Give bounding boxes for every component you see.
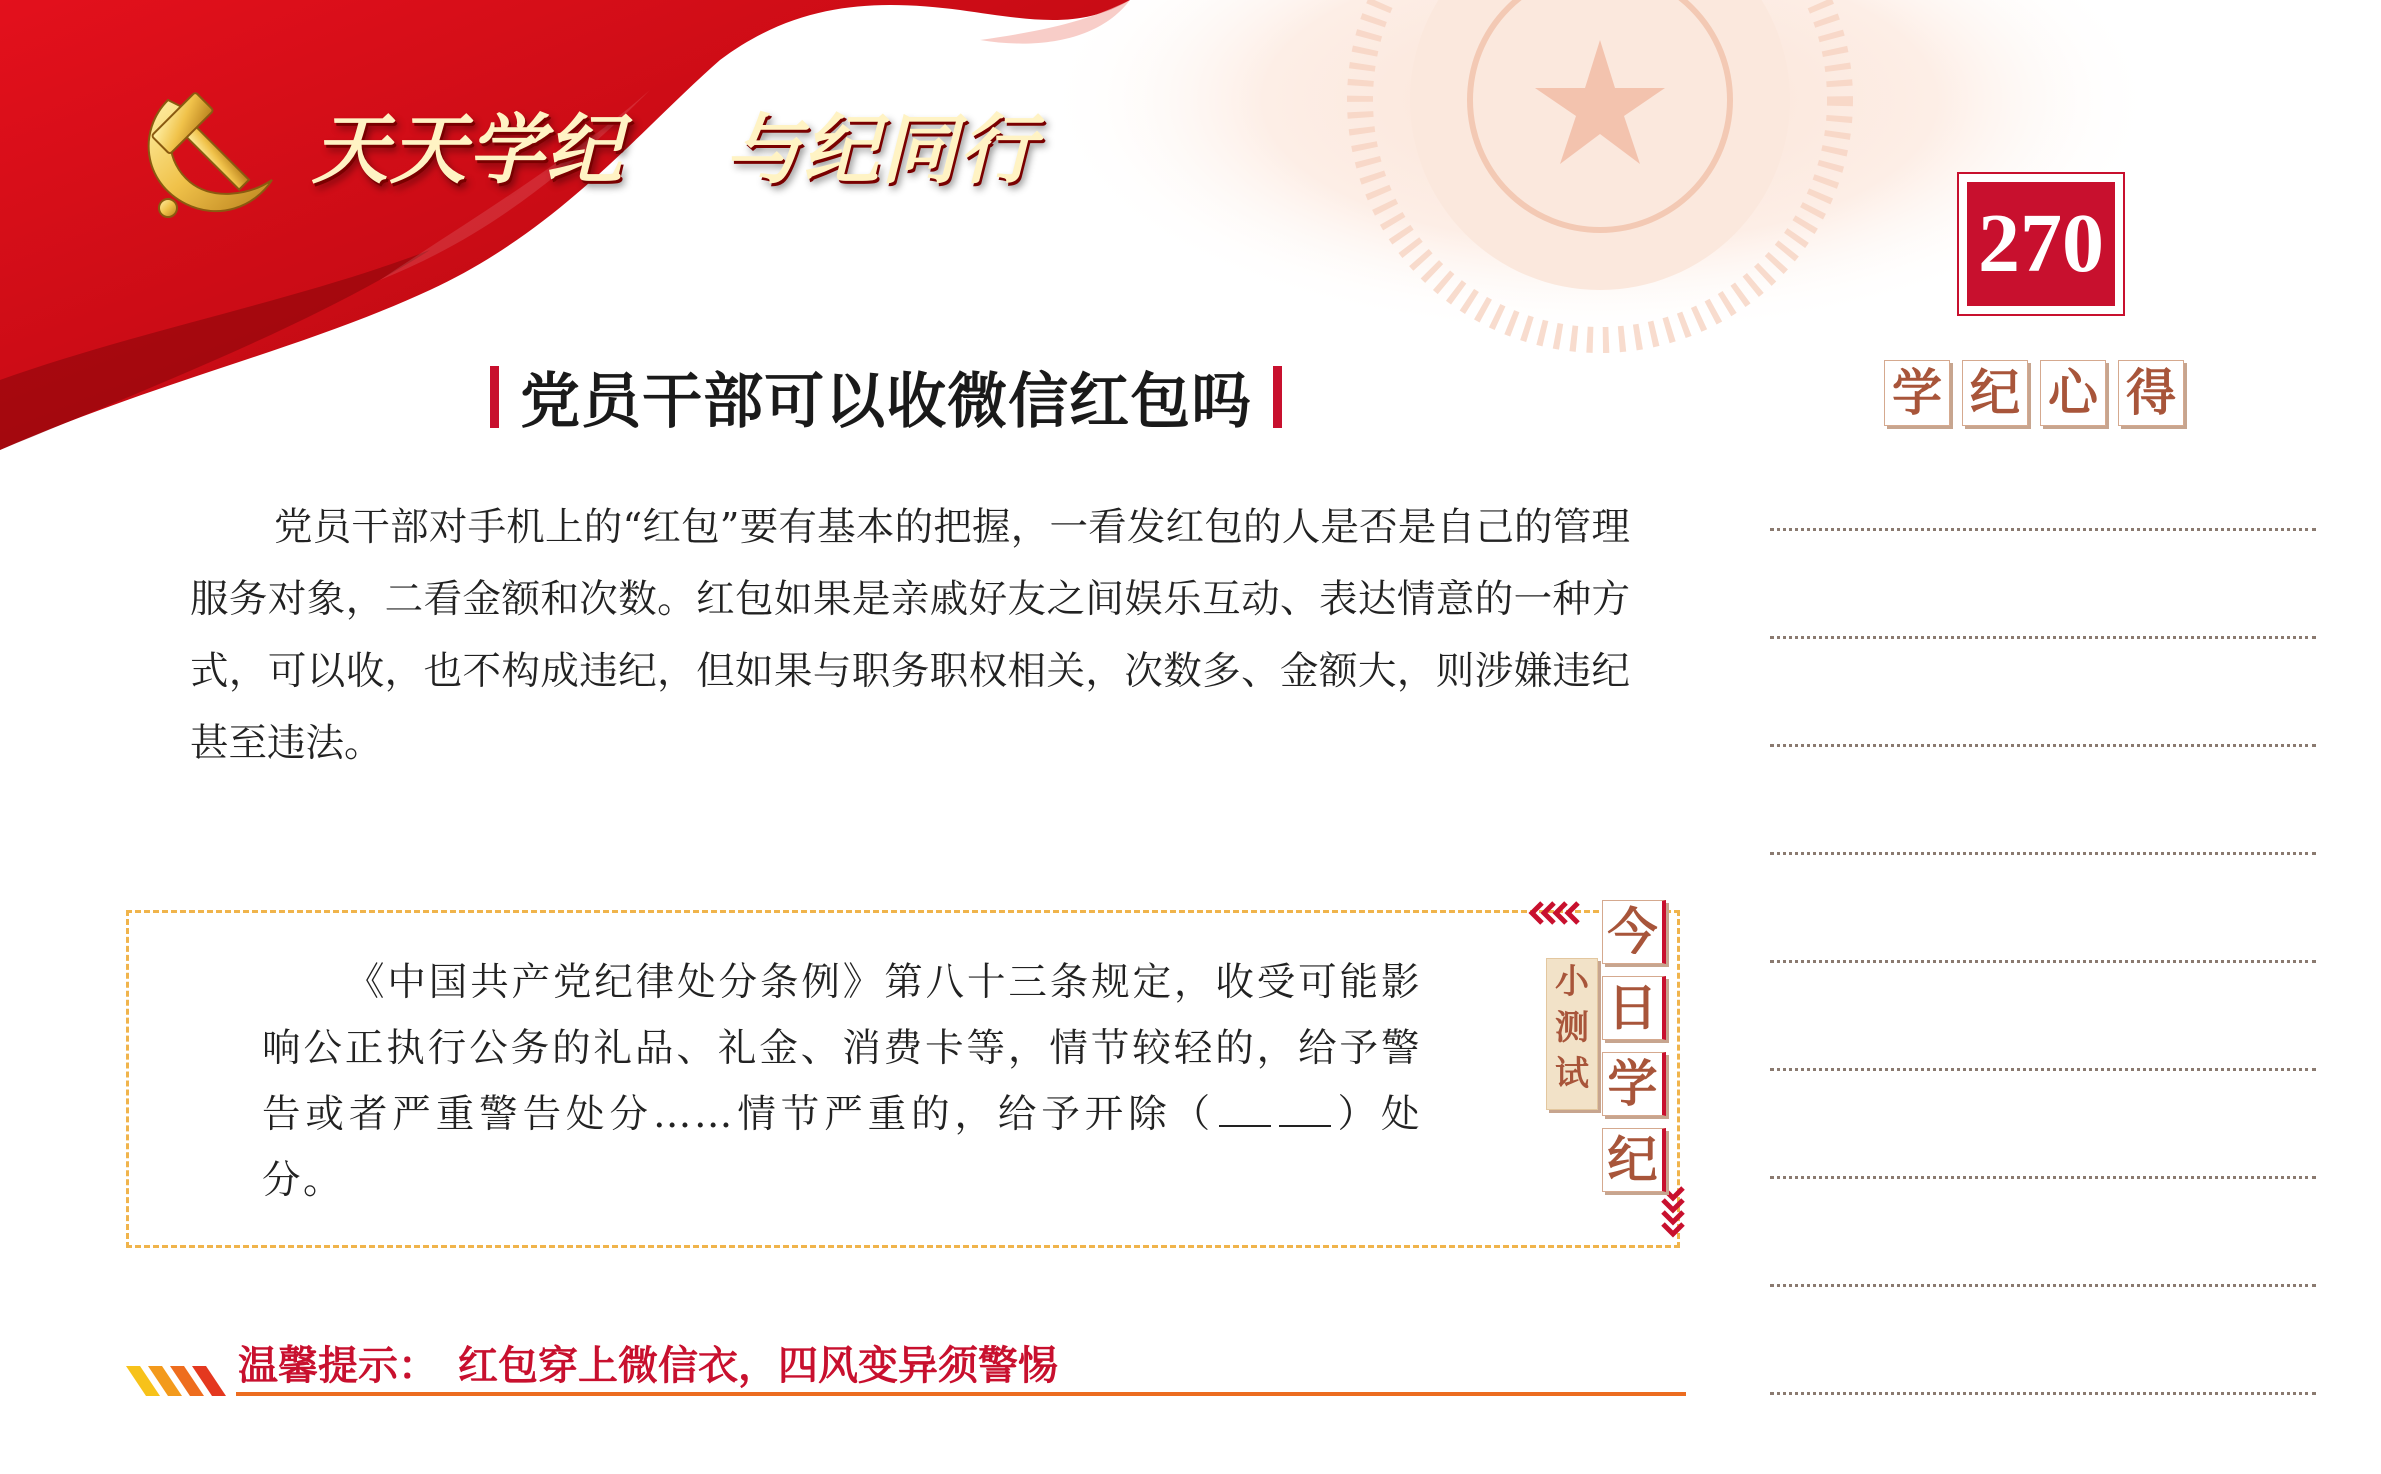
note-line (1770, 852, 2316, 855)
notes-title-char: 心 (2040, 360, 2106, 426)
quiz-blank (1279, 1095, 1331, 1127)
quiz-blank (1219, 1095, 1271, 1127)
quiz-side-char: 今 (1602, 900, 1666, 964)
note-line (1770, 1392, 2316, 1395)
quiz-tag (1546, 958, 1598, 1110)
quiz-text-after: ）处分。 (262, 1092, 1422, 1203)
notes-title (1884, 360, 2204, 430)
quiz-side-char: 纪 (1602, 1128, 1666, 1192)
note-line (1770, 1176, 2316, 1179)
title-bar-right (1273, 366, 1282, 428)
notes-title-char: 纪 (1962, 360, 2028, 426)
notes-title-char: 得 (2118, 360, 2184, 426)
notes-title-char: 学 (1884, 360, 1950, 426)
chevrons-left-icon (1528, 900, 1582, 926)
tip-underline (236, 1392, 1686, 1396)
note-line (1770, 1284, 2316, 1287)
slogan-part1: 天天学纪 (312, 105, 624, 194)
quiz-tag-char: 试 (1555, 1054, 1589, 1094)
article-body: 党员干部对手机上的“红包”要有基本的把握，一看发红包的人是否是自己的管理服务对象，二看金额和次数。红包如果是亲戚好友之间娱乐互动、表达情意的一种方式，可以收，也不构成违纪，但如果与职务职权相关，次数多、金额大，则涉嫌违纪甚至违法。 (190, 505, 1630, 766)
day-number-box (1957, 172, 2125, 316)
quiz-side-char: 日 (1602, 976, 1666, 1040)
note-line (1770, 1068, 2316, 1071)
quiz-tag-char: 测 (1555, 1008, 1589, 1048)
note-line (1770, 528, 2316, 531)
quiz-question (262, 950, 1422, 1214)
title-bar-left (490, 366, 499, 428)
tip-stripes-icon (126, 1366, 236, 1396)
slogan-part2: 与纪同行 (725, 105, 1037, 194)
article-title: 党员干部可以收微信红包吗 (520, 367, 1253, 437)
quiz-side-char: 学 (1602, 1052, 1666, 1116)
day-number: 270 (1967, 182, 2115, 306)
party-emblem-icon (128, 70, 288, 230)
note-line (1770, 744, 2316, 747)
tip-label: 温馨提示： (238, 1343, 438, 1389)
quiz-text-before: 《中国共产党纪律处分条例》第八十三条规定，收受可能影响公正执行公务的礼品、礼金、消费卡等，情节较轻的，给予警告或者严重警告处分……情节严重的，给予开除（ (262, 960, 1422, 1137)
quiz-tag-char: 小 (1555, 962, 1589, 1002)
tip-text: 红包穿上微信衣，四风变异须警惕 (458, 1343, 1058, 1389)
note-line (1770, 960, 2316, 963)
note-line (1770, 636, 2316, 639)
article-title-wrap (490, 354, 1282, 437)
